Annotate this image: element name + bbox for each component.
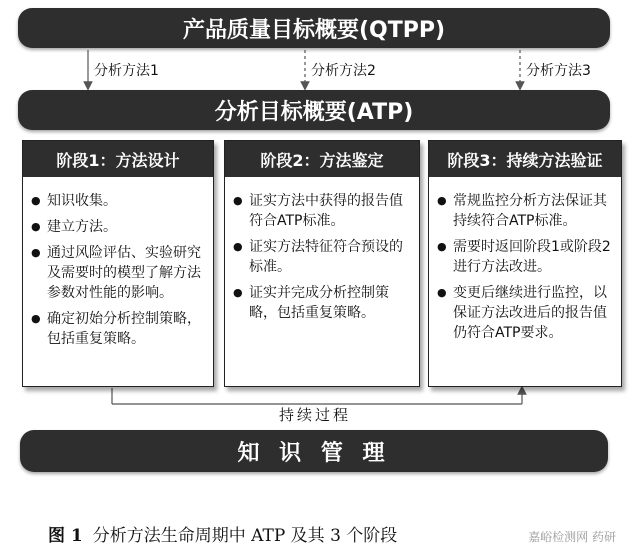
- stage-1-item: ● 通过风险评估、实验研究及需要时的模型了解方法参数对性能的影响。: [31, 243, 205, 303]
- caption-figure-number: 图 1: [48, 526, 83, 546]
- stage-3-item: ● 常规监控分析方法保证其持续符合ATP标准。: [437, 191, 613, 231]
- knowledge-management-banner: [20, 430, 608, 472]
- stage-2-title: 阶段2：方法鉴定: [225, 141, 419, 177]
- stage-1-box: [22, 140, 214, 387]
- stage-1-title: 阶段1：方法设计: [23, 141, 213, 177]
- knowledge-management-title: 知 识 管 理: [237, 440, 391, 466]
- watermark: 嘉峪检测网 药研: [528, 530, 616, 544]
- arrow-label-1: 分析方法1: [94, 63, 159, 79]
- stage-1-item: ● 建立方法。: [31, 217, 205, 237]
- arrow-label-3: 分析方法3: [526, 63, 591, 79]
- stage-3-item: ● 变更后继续进行监控，以保证方法改进后的报告值仍符合ATP要求。: [437, 283, 613, 343]
- arrow-label-2: 分析方法2: [311, 63, 376, 79]
- stage-3-title: 阶段3：持续方法验证: [429, 141, 621, 177]
- qtpp-title: 产品质量目标概要(QTPP): [182, 17, 446, 43]
- figure-caption: [48, 521, 397, 546]
- stage-2-item: ● 证实方法特征符合预设的标准。: [233, 237, 411, 277]
- stage-2-item: ● 证实并完成分析控制策略，包括重复策略。: [233, 283, 411, 323]
- stage-3-item: ● 需要时返回阶段1或阶段2进行方法改进。: [437, 237, 613, 277]
- atp-title: 分析目标概要(ATP): [214, 99, 414, 125]
- atp-banner: [18, 90, 610, 130]
- continuous-process-label: 持续过程: [278, 406, 351, 424]
- stage-3-box: [428, 140, 622, 387]
- stage-2-item: ● 证实方法中获得的报告值符合ATP标准。: [233, 191, 411, 231]
- caption-text: 分析方法生命周期中 ATP 及其 3 个阶段: [92, 526, 398, 546]
- stage-2-box: [224, 140, 420, 387]
- stage-1-item: ● 知识收集。: [31, 191, 205, 211]
- stage-1-item: ● 确定初始分析控制策略，包括重复策略。: [31, 309, 205, 349]
